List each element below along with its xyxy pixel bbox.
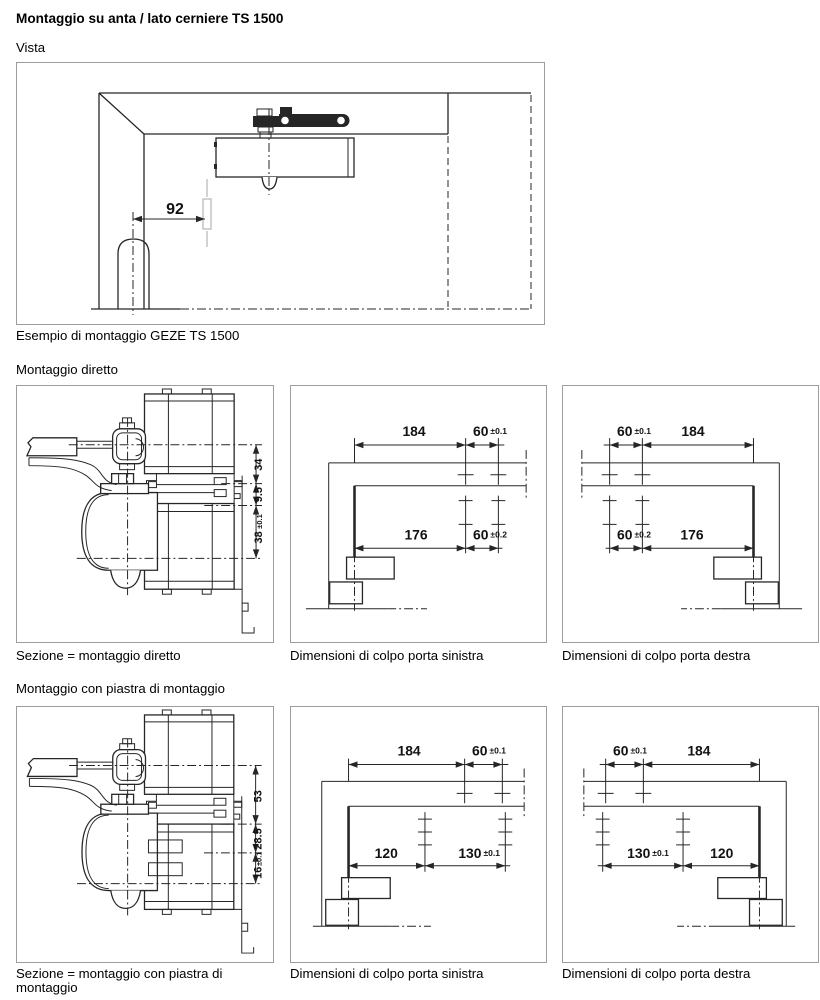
dim-label-120: 120 <box>710 844 734 861</box>
dim-label-184: 184 <box>402 423 426 440</box>
figure-section-direct <box>16 385 274 643</box>
figure-strike-direct-right <box>562 385 819 643</box>
dim-label-184: 184 <box>687 742 711 759</box>
dim-label-60-bottom: 60 <box>617 526 633 543</box>
dim-label-60-top: 60 <box>473 423 489 440</box>
section-plate-drawing <box>17 707 272 961</box>
heading-direct: Montaggio diretto <box>16 362 118 377</box>
dim-tol-60-top: ±0.1 <box>490 426 507 437</box>
dim-tol-16: ±0.1 <box>254 851 264 867</box>
caption-strike-plate-left: Dimensioni di colpo porta sinistra <box>290 966 484 981</box>
dim-label-16: 16 <box>252 866 265 879</box>
heading-plate: Montaggio con piastra di montaggio <box>16 681 225 696</box>
dim-tol-60: ±0.1 <box>630 745 647 756</box>
vista-drawing <box>17 63 543 323</box>
caption-section-plate: Sezione = montaggio con piastra di montaggio <box>16 966 223 996</box>
dim-label-184: 184 <box>397 742 421 759</box>
dim-tol-130: ±0.1 <box>652 847 669 858</box>
dim-tol-60-bottom: ±0.2 <box>490 529 507 540</box>
dim-label-130: 130 <box>627 844 651 861</box>
dim-tol-130: ±0.1 <box>483 847 500 858</box>
figure-strike-direct-left <box>290 385 547 643</box>
dim-label-92: 92 <box>166 201 184 218</box>
strike-plate-left-drawing <box>291 707 545 961</box>
caption-strike-direct-left: Dimensioni di colpo porta sinistra <box>290 648 484 663</box>
dim-label-184: 184 <box>681 423 705 440</box>
dim-label-60-bottom: 60 <box>473 526 489 543</box>
section-direct-drawing <box>17 386 272 641</box>
caption-strike-plate-right: Dimensioni di colpo porta destra <box>562 966 751 981</box>
dim-tol-38: ±0.1 <box>255 514 265 529</box>
dim-tol-60-top: ±0.1 <box>634 426 651 437</box>
dim-label-60-top: 60 <box>617 423 633 440</box>
dim-tol-60: ±0.1 <box>489 745 506 756</box>
page-title: Montaggio su anta / lato cerniere TS 1500 <box>16 11 284 26</box>
dim-label-28-5: 28.5 <box>252 828 265 850</box>
caption-strike-direct-right: Dimensioni di colpo porta destra <box>562 648 751 663</box>
dim-label-120: 120 <box>374 844 398 861</box>
dim-label-38: 38 <box>253 531 266 544</box>
dim-tol-60-bottom: ±0.2 <box>634 529 651 540</box>
figure-vista <box>16 62 545 325</box>
vista-label: Vista <box>16 40 46 55</box>
figure-strike-plate-left <box>290 706 547 963</box>
figure-strike-plate-right <box>562 706 819 963</box>
strike-direct-left-drawing <box>291 386 545 641</box>
dim-label-176: 176 <box>680 526 704 543</box>
dim-label-60: 60 <box>472 742 488 759</box>
dim-label-60: 60 <box>613 742 629 759</box>
strike-direct-right-drawing <box>563 386 817 641</box>
dim-label-130: 130 <box>458 844 482 861</box>
figure-section-plate <box>16 706 274 963</box>
strike-plate-right-drawing <box>563 707 817 961</box>
dim-label-9-5: 9.5 <box>253 486 266 503</box>
dim-label-176: 176 <box>404 526 428 543</box>
dim-label-34: 34 <box>253 458 266 471</box>
dim-label-53: 53 <box>252 790 265 803</box>
caption-section-direct: Sezione = montaggio diretto <box>16 648 181 663</box>
vista-caption: Esempio di montaggio GEZE TS 1500 <box>16 328 240 343</box>
